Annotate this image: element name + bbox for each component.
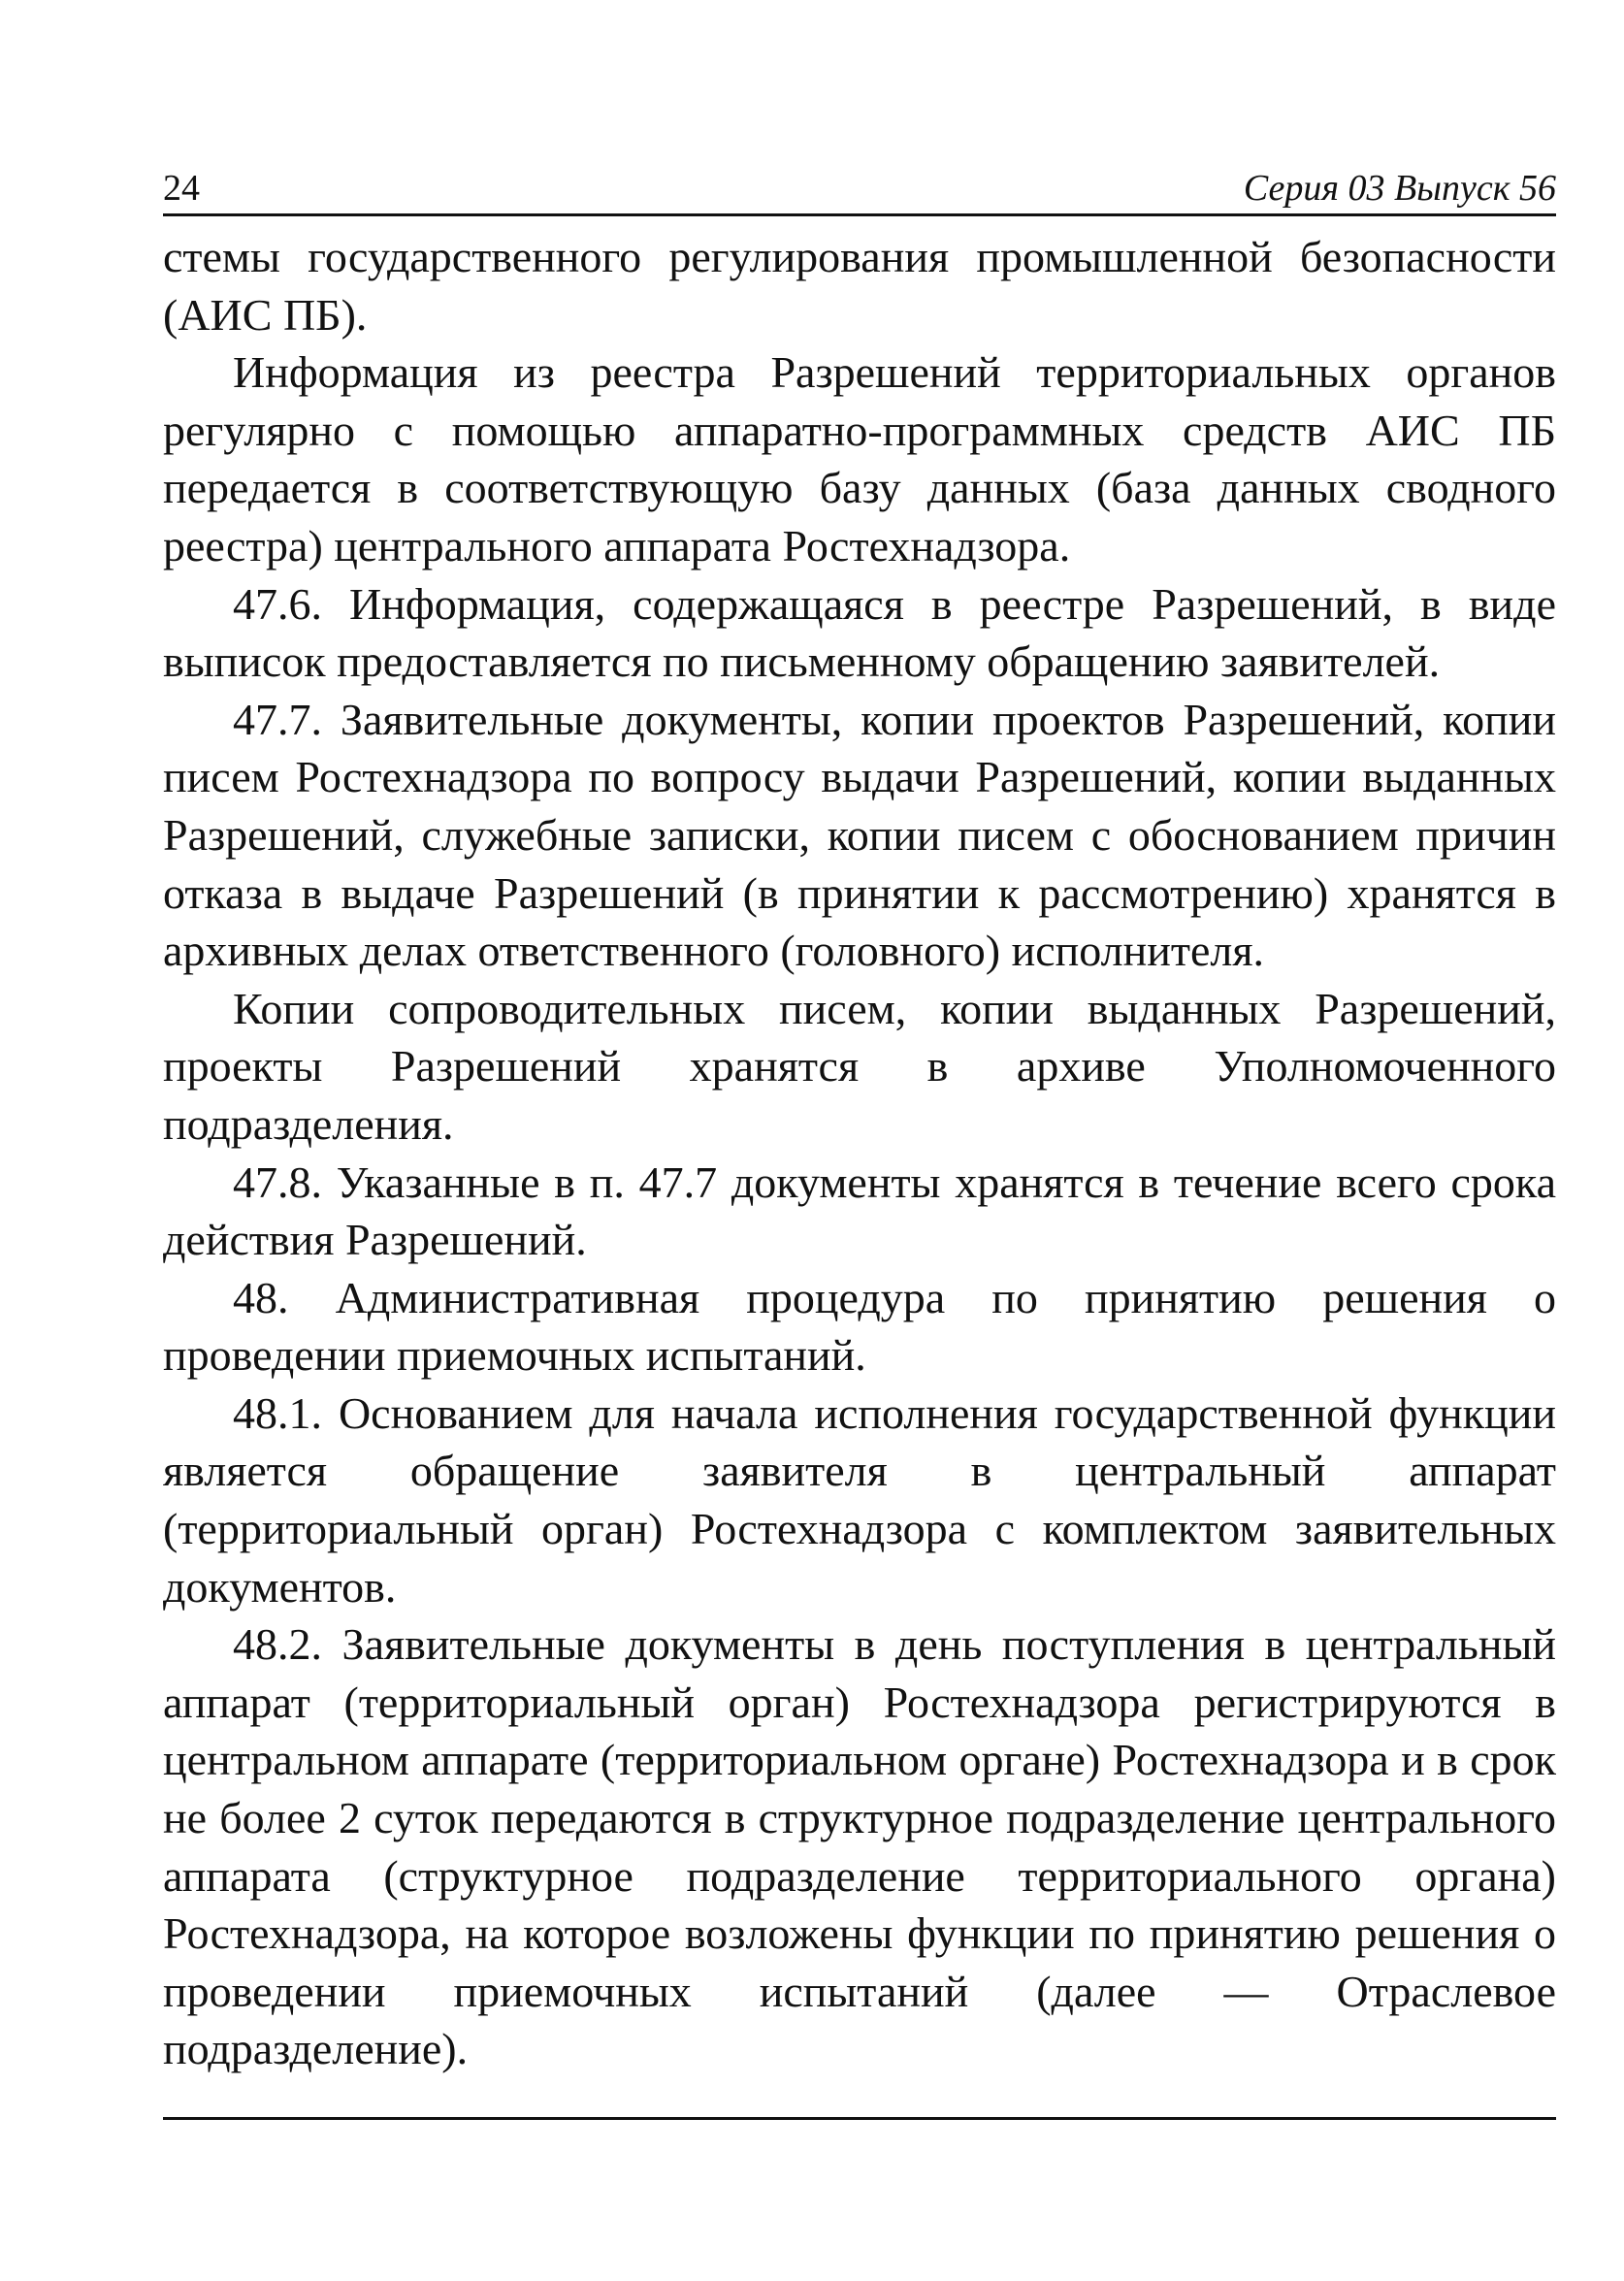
paragraph-47-6: 47.6. Информация, содержащаяся в реестре Разрешений, в виде выписок предоставляется по письменному обращению заявителей. xyxy=(163,578,1556,687)
running-header xyxy=(163,165,1556,216)
series-title: Серия 03 Выпуск 56 xyxy=(1243,168,1556,209)
footer-rule xyxy=(163,2117,1556,2120)
page-number: 24 xyxy=(163,168,200,209)
document-page xyxy=(163,165,1556,2078)
paragraph-47-8: 47.8. Указанные в п. 47.7 документы хранятся в течение всего срока действия Разрешений. xyxy=(163,1157,1556,1265)
paragraph-copies-archive: Копии сопроводительных писем, копии выданных Разрешений, проекты Разрешений хранятся в архиве Уполномоченного подразделения. xyxy=(163,983,1556,1149)
paragraph-47-7: 47.7. Заявительные документы, копии проектов Разрешений, копии писем Ростехнадзора по вопросу выдачи Разрешений, копии выданных Разрешений, служебные записки, копии писем с обоснованием причин отказа в выдаче Разрешений (в принятии к рассмотрению) хранятся в архивных делах ответственного (головного) исполнителя. xyxy=(163,694,1556,976)
body-text xyxy=(163,228,1556,2078)
paragraph-48: 48. Административная процедура по принятию решения о проведении приемочных испытаний. xyxy=(163,1272,1556,1381)
paragraph-48-2: 48.2. Заявительные документы в день поступления в центральный аппарат (территориальный орган) Ростехнадзора регистрируются в центральном аппарате (территориальном органе) Ростехнадзора и в срок не более 2 суток передаются в структурное подразделение центрального аппарата (структурное подразделение территориального органа) Ростехнадзора, на которое возложены функции по принятию решения о проведении приемочных испытаний (далее — Отраслевое подразделение). xyxy=(163,1619,1556,2074)
paragraph-continued: стемы государственного регулирования промышленной безопасности (АИС ПБ). xyxy=(163,232,1556,340)
paragraph-48-1: 48.1. Основанием для начала исполнения государственной функции является обращение заявителя в центральный аппарат (территориальный орган) Ростехнадзора с комплектом заявительных документов. xyxy=(163,1387,1556,1612)
paragraph-ais-registry: Информация из реестра Разрешений территориальных органов регулярно с помощью аппаратно-программных средств АИС ПБ передается в соответствующую базу данных (база данных сводного реестра) центрального аппарата Ростехнадзора. xyxy=(163,347,1556,570)
